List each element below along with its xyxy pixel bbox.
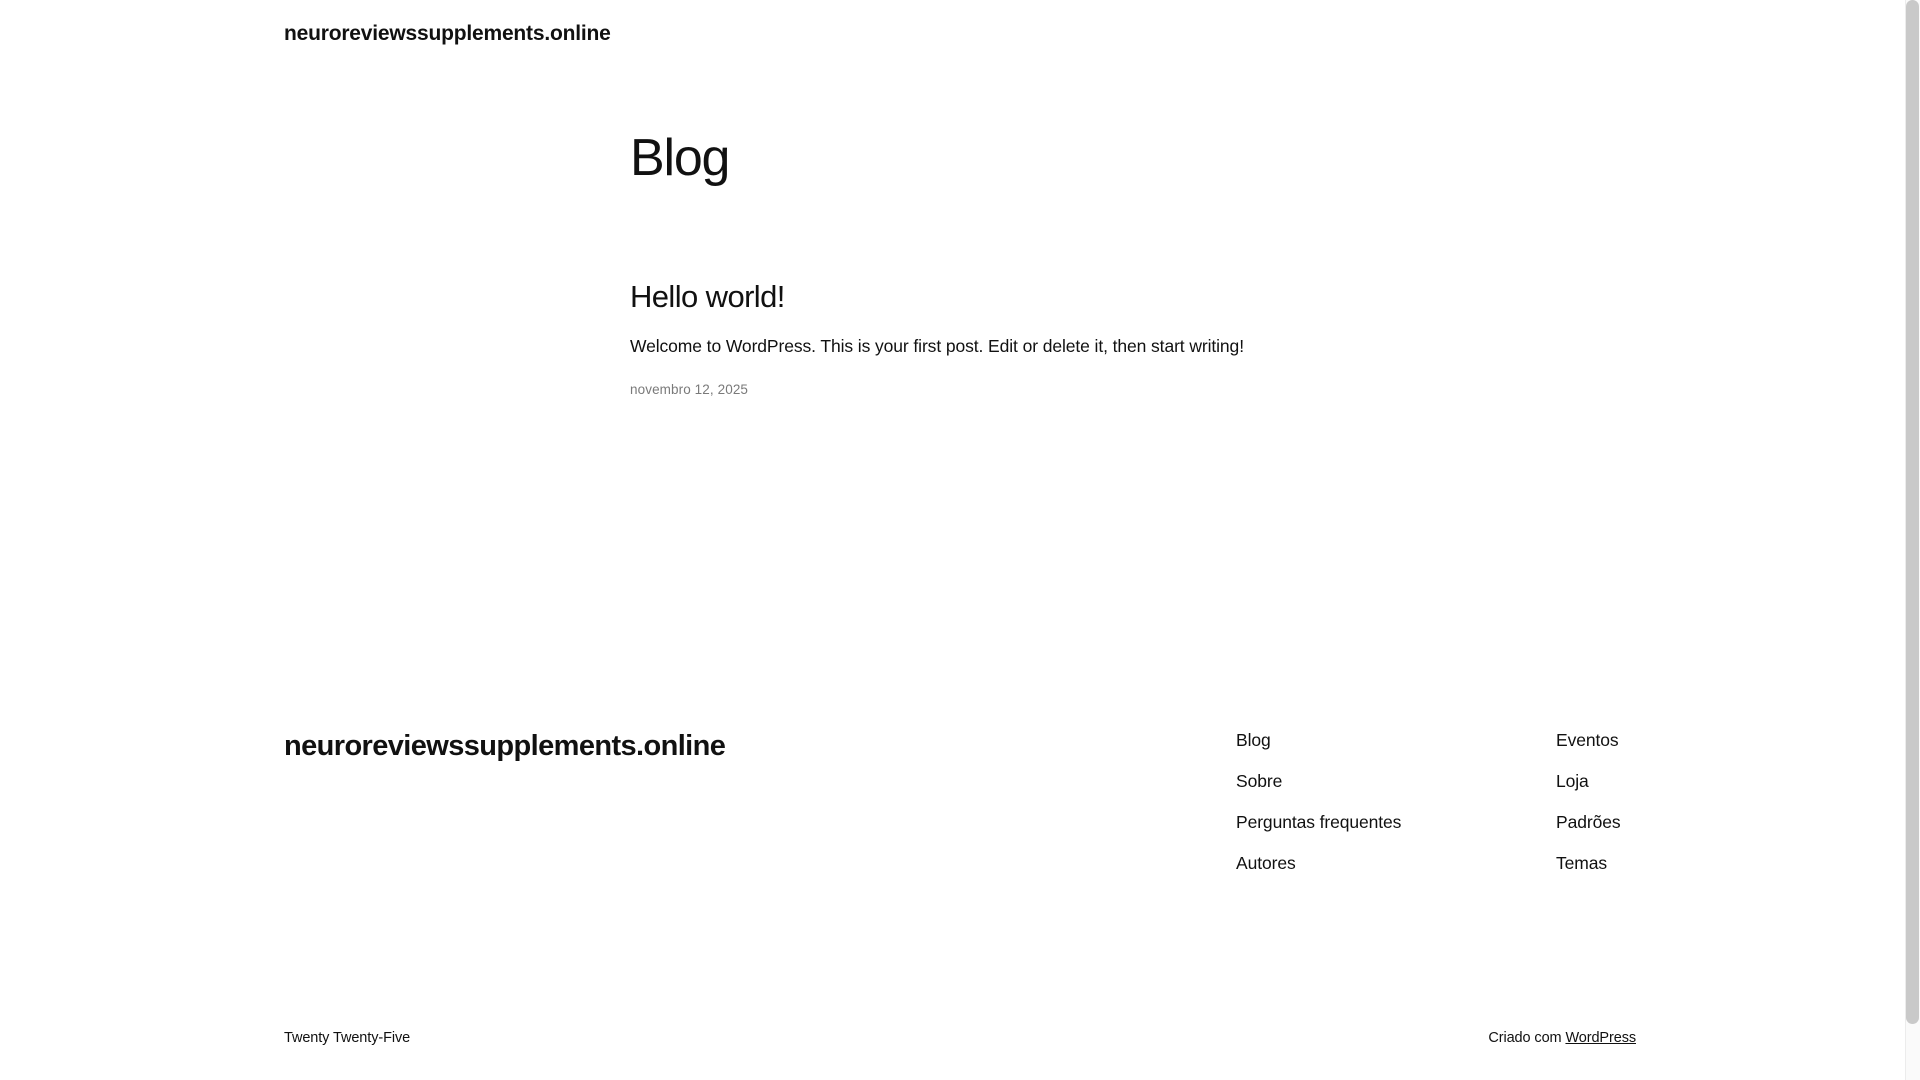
footer-navigation (1236, 730, 1876, 895)
built-with-credit (1488, 1030, 1636, 1046)
post-title-link[interactable]: Hello world! (630, 279, 785, 314)
post-excerpt: Welcome to WordPress. This is your first post. Edit or delete it, then start writing! (630, 336, 1244, 357)
footer-link-temas[interactable]: Temas (1556, 853, 1608, 874)
footer-link-loja[interactable]: Loja (1556, 771, 1589, 792)
footer-link-eventos[interactable]: Eventos (1556, 730, 1619, 750)
built-with-prefix: Criado com (1488, 1030, 1566, 1046)
footer-column-1 (1236, 730, 1556, 895)
page-title: Blog (630, 129, 730, 187)
footer-link-sobre[interactable]: Sobre (1236, 771, 1283, 792)
scrollbar-thumb[interactable] (1906, 0, 1919, 1024)
post-item (630, 278, 1410, 397)
footer-link-blog[interactable]: Blog (1236, 730, 1271, 750)
footer-brand-link[interactable]: neuroreviewssupplements.online (284, 730, 726, 762)
theme-credit: Twenty Twenty-Five (284, 1030, 411, 1046)
footer-column-2 (1556, 730, 1876, 895)
footer-bottom-bar (0, 1010, 1920, 1050)
scrollbar-track[interactable] (1905, 0, 1920, 1080)
post-title (630, 278, 1410, 315)
wordpress-link[interactable]: WordPress (1565, 1030, 1636, 1046)
footer-link-perguntas-frequentes[interactable]: Perguntas frequentes (1236, 812, 1402, 833)
footer-link-autores[interactable]: Autores (1236, 853, 1296, 874)
post-date: novembro 12, 2025 (630, 382, 749, 398)
footer-link-padroes[interactable]: Padrões (1556, 812, 1621, 833)
site-header (0, 0, 1920, 45)
site-title-link[interactable]: neuroreviewssupplements.online (284, 22, 611, 45)
